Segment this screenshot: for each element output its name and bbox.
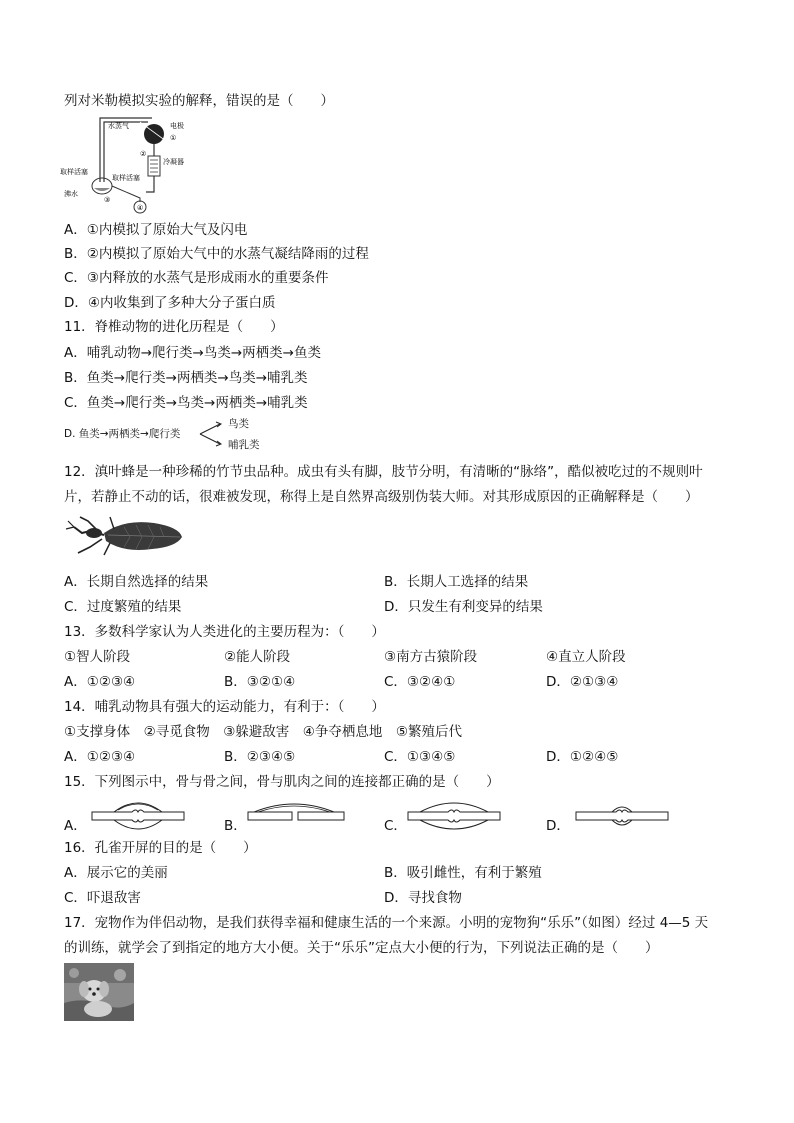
q15-figure-d	[572, 798, 672, 830]
fig-label-boiling-water: 沸水	[64, 190, 78, 198]
q15-figure-a	[88, 798, 188, 830]
fig-label-n4: ④	[137, 204, 144, 212]
q12-option-a: A．长期自然选择的结果	[64, 574, 209, 590]
fig-label-sampling-left: 取样活塞	[60, 168, 88, 176]
q10-option-d: D．④内收集到了多种大分子蛋白质	[64, 295, 276, 311]
q11-option-c: C．鱼类→爬行类→鸟类→两栖类→哺乳类	[64, 395, 308, 411]
q11-option-a: A．哺乳动物→爬行类→鸟类→两栖类→鱼类	[64, 345, 321, 361]
q15-option-a: A．	[64, 818, 87, 834]
question-12-stem-line1: 12．滇叶蜂是一种珍稀的竹节虫品种。成虫有头有脚，肢节分明，有清晰的“脉络”，酷似被吃过的不规则叶	[64, 464, 703, 480]
question-11-stem: 11．脊椎动物的进化历程是（ ）	[64, 319, 284, 335]
question-15-stem: 15．下列图示中，骨与骨之间，骨与肌肉之间的连接都正确的是（ ）	[64, 774, 500, 790]
q14-option-a: A．①②③④	[64, 749, 136, 765]
q15-figure-b	[244, 798, 348, 830]
q12-option-c: C．过度繁殖的结果	[64, 599, 182, 615]
q13-option-a: A．①②③④	[64, 674, 136, 690]
pet-dog-photo	[64, 963, 134, 1021]
q16-option-c: C．吓退敌害	[64, 890, 141, 906]
question-13-stem: 13．多数科学家认为人类进化的主要历程为：（ ）	[64, 624, 385, 640]
fig-label-electrode: 电极	[170, 122, 184, 130]
q10-option-c: C．③内释放的水蒸气是形成雨水的重要条件	[64, 270, 329, 286]
q11-option-d: D. 鱼类→两栖类→爬行类	[64, 428, 181, 440]
q13-item-4: ④直立人阶段	[546, 649, 626, 665]
leaf-insect-image	[64, 513, 184, 557]
q11-d-branch-birds: 鸟类	[228, 418, 249, 430]
fig-label-sampling-right: 取样活塞	[112, 174, 140, 182]
q13-option-c: C．③②④①	[384, 674, 456, 690]
fig-label-n1: ①	[170, 134, 177, 142]
q14-items: ①支撑身体 ②寻觅食物 ③躲避敌害 ④争夺栖息地 ⑤繁殖后代	[64, 724, 463, 740]
q13-item-3: ③南方古猿阶段	[384, 649, 478, 665]
q12-option-d: D．只发生有利变异的结果	[384, 599, 543, 615]
q15-option-b: B．	[224, 818, 247, 834]
q14-option-b: B．②③④⑤	[224, 749, 296, 765]
q12-option-b: B．长期人工选择的结果	[384, 574, 529, 590]
q13-item-1: ①智人阶段	[64, 649, 131, 665]
miller-apparatus-figure	[60, 112, 220, 216]
q13-option-b: B．③②①④	[224, 674, 296, 690]
question-17-stem-line2: 的训练，就学会了到指定的地方大小便。关于“乐乐”定点大小便的行为，下列说法正确的是（ ）	[64, 940, 659, 956]
q13-item-2: ②能人阶段	[224, 649, 291, 665]
fig-label-n3: ③	[104, 196, 111, 204]
fig-label-water-vapor: 水蒸气	[108, 122, 129, 130]
fig-label-condenser: 冷凝器	[163, 158, 184, 166]
q11-option-b: B．鱼类→爬行类→两栖类→鸟类→哺乳类	[64, 370, 308, 386]
q10-option-b: B．②内模拟了原始大气中的水蒸气凝结降雨的过程	[64, 246, 369, 262]
q14-option-c: C．①③④⑤	[384, 749, 456, 765]
q13-option-d: D．②①③④	[546, 674, 619, 690]
q15-option-c: C．	[384, 818, 407, 834]
q10-option-a: A．①内模拟了原始大气及闪电	[64, 222, 248, 238]
q15-figure-c	[404, 798, 504, 830]
question-17-stem-line1: 17．宠物作为伴侣动物，是我们获得幸福和健康生活的一个来源。小明的宠物狗“乐乐”（如图）经过 4—5 天	[64, 915, 709, 931]
q14-option-d: D．①②④⑤	[546, 749, 619, 765]
question-12-stem-line2: 片，若静止不动的话，很难被发现，称得上是自然界高级别伪装大师。对其形成原因的正确解释是（ ）	[64, 489, 699, 505]
fig-label-n2: ②	[140, 150, 147, 158]
question-14-stem: 14．哺乳动物具有强大的运动能力，有利于：（ ）	[64, 699, 385, 715]
q16-option-a: A．展示它的美丽	[64, 865, 168, 881]
q15-option-d: D．	[546, 818, 570, 834]
q11-branch-arrows	[198, 418, 228, 448]
question-16-stem: 16．孔雀开屏的目的是（ ）	[64, 840, 257, 856]
q16-option-d: D．寻找食物	[384, 890, 462, 906]
q11-d-branch-mammals: 哺乳类	[228, 439, 260, 451]
question-10-stem: 列对米勒模拟实验的解释，错误的是（ ）	[64, 93, 334, 109]
q16-option-b: B．吸引雌性，有利于繁殖	[384, 865, 542, 881]
